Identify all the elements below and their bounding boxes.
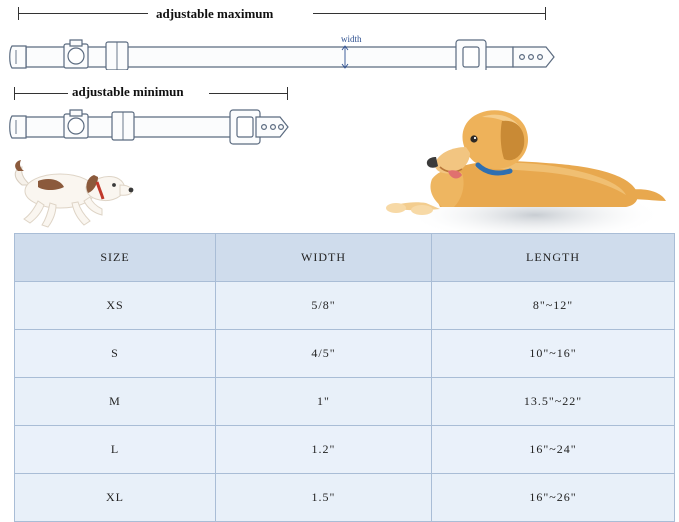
- adjustable-maximum-label: adjustable maximum: [156, 6, 274, 21]
- column-header-size: SIZE: [15, 234, 216, 282]
- cell-size: M: [15, 378, 216, 426]
- size-chart-table: [14, 233, 675, 522]
- adjustable-minimum-label: adjustable minimun: [72, 84, 184, 99]
- table-header-row: [15, 234, 675, 282]
- cell-size: L: [15, 426, 216, 474]
- cell-width: 4/5": [216, 330, 432, 378]
- cell-length: 13.5"~22": [432, 378, 675, 426]
- max-dimension-tick-right: [545, 7, 546, 20]
- min-dimension-tick-right: [287, 87, 288, 100]
- max-dimension-tick-left: [18, 7, 19, 20]
- cell-width: 1": [216, 378, 432, 426]
- cell-size: XS: [15, 282, 216, 330]
- cell-length: 8"~12": [432, 282, 675, 330]
- cell-length: 16"~26": [432, 474, 675, 522]
- cell-length: 10"~16": [432, 330, 675, 378]
- running-dog-illustration: [8, 155, 138, 230]
- max-dimension-line: [18, 13, 148, 14]
- cell-size: XL: [15, 474, 216, 522]
- collar-max-illustration: [8, 20, 568, 70]
- table-header: [15, 234, 675, 282]
- column-header-length: LENGTH: [432, 234, 675, 282]
- table-row: [15, 378, 675, 426]
- table-row: [15, 474, 675, 522]
- min-dimension-line-left: [14, 93, 68, 94]
- collar-diagram-area: [0, 0, 679, 232]
- column-header-width: WIDTH: [216, 234, 432, 282]
- max-dimension-line-right: [313, 13, 545, 14]
- cell-width: 1.5": [216, 474, 432, 522]
- width-callout-label: width: [341, 34, 362, 44]
- table-row: [15, 426, 675, 474]
- lying-dog-illustration: [370, 95, 670, 235]
- collar-min-illustration: [8, 100, 308, 150]
- cell-size: S: [15, 330, 216, 378]
- cell-length: 16"~24": [432, 426, 675, 474]
- cell-width: 5/8": [216, 282, 432, 330]
- min-dimension-tick-left: [14, 87, 15, 100]
- cell-width: 1.2": [216, 426, 432, 474]
- table-row: [15, 282, 675, 330]
- table-body: [15, 282, 675, 522]
- min-dimension-line-right: [209, 93, 287, 94]
- table-row: [15, 330, 675, 378]
